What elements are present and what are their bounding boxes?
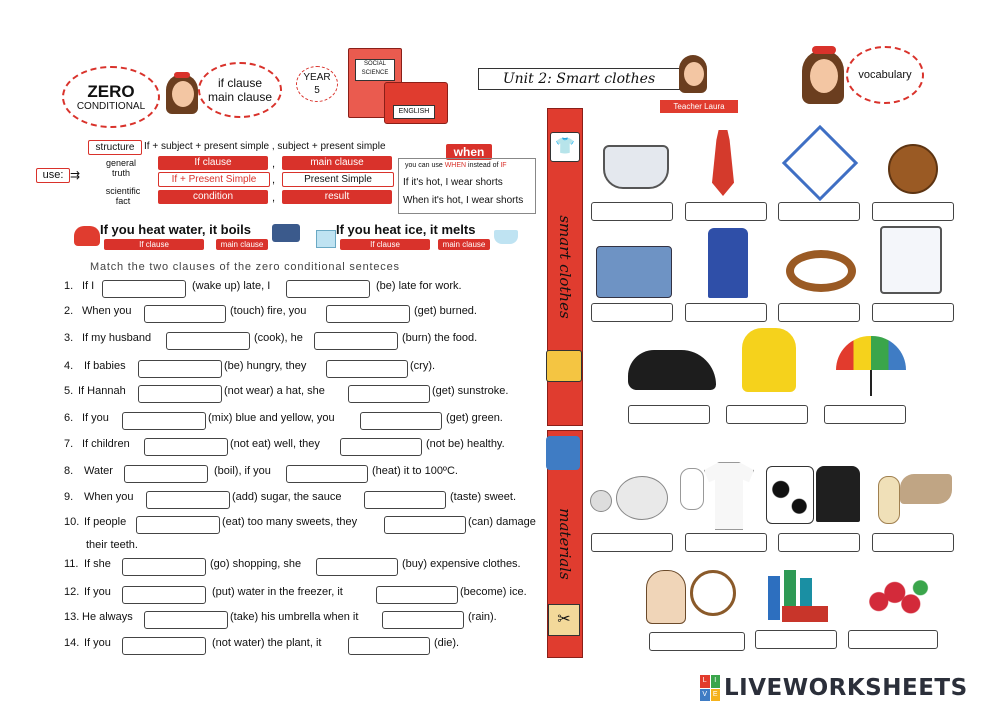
sheep-icon: [588, 470, 672, 526]
answer-input[interactable]: [166, 332, 250, 350]
when-note-box: [398, 158, 536, 214]
exercise-text: (take) his umbrella when it: [230, 611, 359, 623]
structure-formula: If + subject + present simple , subject + present simple: [144, 141, 386, 152]
book-english-label: ENGLISH: [393, 105, 435, 119]
answer-input[interactable]: [138, 360, 222, 378]
strip-label-smart-clothes: smart clothes: [556, 215, 574, 319]
cow-icon: [766, 466, 814, 524]
main-clause-label: main clause: [207, 90, 273, 104]
logo-badge-icon: [700, 675, 720, 701]
exercise-text: (not eat) well, they: [230, 438, 320, 450]
exercise-text: (not water) the plant, it: [212, 637, 322, 649]
vocab-answer-shirt[interactable]: [872, 303, 954, 322]
when-note-post: instead of: [468, 162, 499, 169]
silk-icon: [900, 474, 952, 504]
belt-icon: [786, 250, 856, 292]
conditional-subtitle: CONDITIONAL: [76, 100, 146, 112]
exercise-number: 9.: [64, 491, 74, 503]
answer-input[interactable]: [314, 332, 398, 350]
exercise-number: 6.: [64, 412, 74, 424]
exercise-text: (taste) sweet.: [450, 491, 517, 503]
umbrella-icon: [836, 336, 906, 400]
folder-icon: [384, 82, 448, 124]
exercise-text: (add) sugar, the sauce: [232, 491, 342, 503]
exercise-text: (be) late for work.: [376, 280, 462, 292]
exercise-text: (get) green.: [446, 412, 503, 424]
vocab-answer-belt[interactable]: [778, 303, 860, 322]
answer-input[interactable]: [348, 385, 430, 403]
if-clause-cell: If clause: [158, 156, 268, 170]
exercise-text: (be) hungry, they: [224, 360, 307, 372]
exercise-text: (put) water in the freezer, it: [212, 586, 343, 598]
silkworm-icon: [878, 476, 900, 524]
answer-input[interactable]: [122, 586, 206, 604]
exercise-text: (mix) blue and yellow, you: [208, 412, 335, 424]
teacher-name: Teacher Laura: [660, 100, 738, 113]
exercise-text: (boil), if you: [214, 465, 271, 477]
example-1-main-clause: main clause: [216, 239, 268, 250]
exercise-text: He always: [82, 611, 133, 623]
answer-input[interactable]: [144, 611, 228, 629]
answer-input[interactable]: [316, 558, 398, 576]
strip-label-materials: materials: [556, 508, 574, 580]
when-note-word: WHEN: [444, 162, 467, 169]
exercise-number: 14.: [64, 637, 80, 649]
exercise-text: (die).: [434, 637, 460, 649]
comma-2: ,: [272, 174, 276, 186]
example-2-if-clause: If clause: [340, 239, 430, 250]
exercise-text: If babies: [84, 360, 126, 372]
comma-3: ,: [272, 192, 276, 204]
teacher-avatar-small-icon: [676, 52, 710, 98]
answer-input[interactable]: [122, 637, 206, 655]
zero-title: ZERO: [87, 81, 135, 101]
vocab-answer-shoes[interactable]: [628, 405, 710, 424]
vocab-answer-tie[interactable]: [685, 202, 767, 221]
answer-input[interactable]: [122, 558, 206, 576]
example-when-sentence: When it's hot, I wear shorts: [403, 195, 524, 206]
exercise-text: If children: [82, 438, 130, 450]
answer-input[interactable]: [382, 611, 464, 629]
exercise-text: (can) damage: [468, 516, 536, 528]
answer-input[interactable]: [384, 516, 466, 534]
answer-input[interactable]: [124, 465, 208, 483]
collar-icon: [603, 145, 669, 189]
vocab-answer-raincoat[interactable]: [726, 405, 808, 424]
exercise-text: (heat) it to 100ºC.: [372, 465, 458, 477]
logo-letter: V: [700, 689, 710, 702]
use-general-truth: general truth: [105, 158, 137, 178]
when-note-if: IF: [500, 162, 507, 169]
fabric-roll-icon: [546, 436, 580, 470]
answer-input[interactable]: [360, 412, 442, 430]
exercise-text: (go) shopping, she: [210, 558, 302, 570]
raincoat-icon: [742, 328, 796, 392]
exercise-text: If she: [84, 558, 111, 570]
answer-input[interactable]: [326, 360, 408, 378]
tshirt-icon: [704, 462, 754, 530]
exercise-number: 7.: [64, 438, 74, 450]
shop-icon: [546, 350, 582, 382]
answer-input[interactable]: [340, 438, 422, 456]
exercise-text: If you: [82, 412, 109, 424]
arrow-icon: ⇉: [70, 168, 81, 182]
cotton-icon: [680, 468, 704, 510]
exercise-text: Water: [84, 465, 113, 477]
answer-input[interactable]: [326, 305, 410, 323]
present-simple-cell: Present Simple: [282, 172, 394, 187]
spinner-icon: [646, 566, 740, 628]
result-cell: result: [282, 190, 392, 204]
ice-cube-icon: [316, 230, 336, 248]
answer-input[interactable]: [136, 516, 220, 534]
jeans-icon: [596, 246, 672, 298]
logo-letter: E: [711, 689, 721, 702]
answer-input[interactable]: [364, 491, 446, 509]
vocab-answer-umbrella[interactable]: [824, 405, 906, 424]
clause-bubble: [198, 62, 282, 118]
suit-icon: [708, 228, 748, 298]
answer-input[interactable]: [286, 465, 368, 483]
exercise-text: If you: [84, 637, 111, 649]
berries-icon: [866, 574, 930, 620]
tie-icon: [712, 130, 734, 196]
exercise-text: If you: [84, 586, 111, 598]
answer-input[interactable]: [286, 280, 370, 298]
exercise-text: When you: [84, 491, 134, 503]
answer-input[interactable]: [138, 385, 222, 403]
exercise-number: 8.: [64, 465, 74, 477]
vocabulary-bubble: [846, 46, 924, 104]
answer-input[interactable]: [144, 305, 226, 323]
answer-input[interactable]: [376, 586, 458, 604]
answer-input[interactable]: [146, 491, 230, 509]
answer-input[interactable]: [144, 438, 228, 456]
vocab-answer-dye[interactable]: [848, 630, 938, 649]
use-scientific-fact: scientific fact: [105, 186, 141, 206]
exercise-text: (get) burned.: [414, 305, 477, 317]
logo-letter: L: [700, 675, 710, 688]
exercise-text: If I: [82, 280, 95, 292]
exercise-number: 11.: [64, 558, 79, 570]
hanger-icon: 👕: [550, 132, 580, 162]
shoes-icon: [628, 350, 716, 390]
exercise-text: (buy) expensive clothes.: [402, 558, 521, 570]
answer-input[interactable]: [102, 280, 186, 298]
pot-icon: [272, 224, 300, 242]
exercise-number: 3.: [64, 332, 74, 344]
exercise-text: If Hannah: [78, 385, 126, 397]
vocab-answer-wool[interactable]: [591, 533, 673, 552]
vocab-answer-thread[interactable]: [755, 630, 837, 649]
vocab-answer-button[interactable]: [872, 202, 954, 221]
exercise-number: 13.: [64, 611, 80, 623]
exercise-number: 10.: [64, 516, 80, 528]
exercise-number: 12.: [64, 586, 80, 598]
teacher-avatar-vocab-icon: [798, 44, 848, 110]
year-label: YEAR: [303, 72, 331, 83]
example-1-sentence: If you heat water, it boils: [100, 222, 251, 237]
example-if-sentence: If it's hot, I wear shorts: [403, 177, 503, 188]
vocab-answer-collar[interactable]: [591, 202, 673, 221]
brand-name: LIVEWORKSHEETS: [724, 675, 968, 701]
example-1-if-clause: If clause: [104, 239, 204, 250]
liveworksheets-logo: [700, 673, 968, 703]
if-clause-label: if clause: [217, 76, 263, 90]
if-present-simple-cell: If + Present Simple: [158, 172, 270, 187]
button-icon: [888, 144, 938, 194]
exercise-text: (not wear) a hat, she: [224, 385, 325, 397]
exercise-text: (touch) fire, you: [230, 305, 307, 317]
exercise-text: their teeth.: [86, 539, 138, 551]
vocab-answer-spinning[interactable]: [649, 632, 745, 651]
exercise-text: (cry).: [410, 360, 436, 372]
exercise-text: (not be) healthy.: [426, 438, 505, 450]
example-2-main-clause: main clause: [438, 239, 490, 250]
exercise-number: 4.: [64, 360, 74, 372]
exercise-text: (eat) too many sweets, they: [222, 516, 358, 528]
year-badge: [296, 66, 338, 102]
exercise-text: If people: [84, 516, 127, 528]
unit-title: Unit 2: Smart clothes: [478, 68, 680, 90]
comma-1: ,: [272, 158, 276, 170]
vocabulary-label: vocabulary: [858, 69, 912, 81]
vocab-answer-cotton[interactable]: [685, 533, 767, 552]
when-label: when: [446, 144, 492, 160]
example-2-sentence: If you heat ice, it melts: [336, 222, 476, 237]
vocab-answer-jeans[interactable]: [591, 303, 673, 322]
use-label: use:: [36, 168, 70, 183]
vocab-answer-leather[interactable]: [778, 533, 860, 552]
melting-ice-icon: [494, 230, 518, 244]
exercise-text: (cook), he: [254, 332, 303, 344]
instructions: Match the two clauses of the zero conditional senteces: [90, 261, 400, 273]
handkerchief-icon: [782, 125, 858, 201]
threads-icon: [768, 570, 828, 624]
kettle-icon: [74, 226, 100, 246]
condition-cell: condition: [158, 190, 268, 204]
when-note-pre: you can use: [405, 162, 443, 169]
exercise-text: (burn) the food.: [402, 332, 478, 344]
shirt-icon: [880, 226, 942, 294]
structure-label: structure: [88, 140, 142, 155]
scissors-icon: ✂: [548, 604, 580, 636]
teacher-avatar-icon: [162, 70, 202, 120]
exercise-text: (wake up) late, I: [192, 280, 271, 292]
answer-input[interactable]: [348, 637, 430, 655]
exercise-number: 5.: [64, 385, 74, 397]
vocab-answer-handkerchief[interactable]: [778, 202, 860, 221]
exercise-text: (become) ice.: [460, 586, 527, 598]
answer-input[interactable]: [122, 412, 206, 430]
exercise-text: (rain).: [468, 611, 497, 623]
exercise-number: 1.: [64, 280, 74, 292]
exercise-text: If my husband: [82, 332, 152, 344]
vocab-answer-silk[interactable]: [872, 533, 954, 552]
book-social-science-label: SOCIAL SCIENCE: [355, 59, 395, 81]
exercise-number: 2.: [64, 305, 74, 317]
main-clause-cell: main clause: [282, 156, 392, 170]
exercise-text: When you: [82, 305, 132, 317]
exercise-text: (get) sunstroke.: [432, 385, 509, 397]
logo-letter: I: [711, 675, 721, 688]
zero-conditional-bubble: [62, 66, 160, 128]
leather-jacket-icon: [816, 466, 860, 522]
vocab-answer-suit[interactable]: [685, 303, 767, 322]
year-number: 5: [314, 85, 320, 96]
